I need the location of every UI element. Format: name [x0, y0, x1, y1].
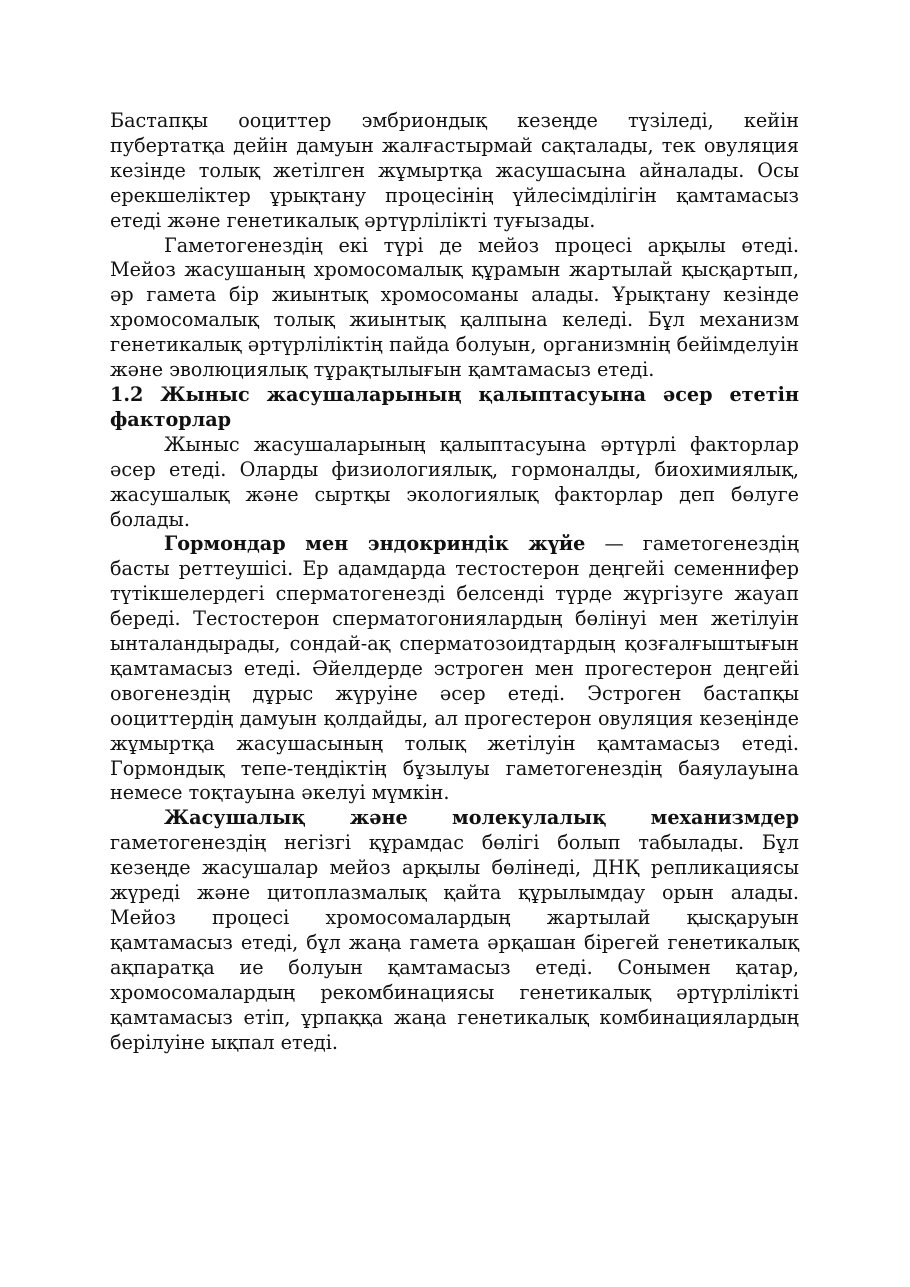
- cellular-lead: Жасушалық және молекулалық механизмдер: [164, 806, 799, 830]
- paragraph-meiosis: Гаметогенездің екі түрі де мейоз процесі арқылы өтеді. Мейоз жасушаның хромосомалық құрамын жартылай қысқартып, әр гамета бір жиынтық хромосоманы алады. Ұрықтану кезінде хромосомалық толық жиынтық қалпына келеді. Бұл механизм генетикалық әртүрліліктің пайда болуын, организмнің бейімделуін және эволюциялық тұрақтылығын қамтамасыз етеді.: [110, 233, 799, 382]
- paragraph-oocytes: Бастапқы ооциттер эмбриондық кезеңде түзіледі, кейін пубертатқа дейін дамуын жалғастырмай сақталады, тек овуляция кезінде толық жетілген жұмыртқа жасушасына айналады. Осы ерекшеліктер ұрықтану процесінің үйлесімділігін қамтамасыз етеді және генетикалық әртүрлілікті туғызады.: [110, 109, 799, 232]
- paragraph-factors-intro: Жыныс жасушаларының қалыптасуына әртүрлі факторлар әсер етеді. Оларды физиологиялық, гормоналды, биохимиялық, жасушалық және сыртқы экологиялық факторлар деп бөлуге болады.: [110, 432, 799, 531]
- document-page: [110, 109, 799, 1055]
- paragraph-hormones: [110, 532, 799, 806]
- hormones-body: — гаметогенездің басты реттеушісі. Ер адамдарда тестостерон деңгейі семеннифер түтікшелердегі сперматогенезді белсенді түрде жүргізуге жауап береді. Тестостерон сперматогониялардың бөлінуі мен жетілуін ынталандырады, сондай-ақ сперматозоидтардың қозғалғыштығын қамтамасыз етеді. Әйелдерде эстроген мен прогестерон деңгейі овогенездің дұрыс жүруіне әсер етеді. Эстроген бастапқы ооциттердің дамуын қолдайды, ал прогестерон овуляция кезеңінде жұмыртқа жасушасының толық жетілуін қамтамасыз етеді. Гормондық тепе-теңдіктің бұзылуы гаметогенездің баяулауына немесе тоқтауына әкелуі мүмкін.: [110, 532, 799, 805]
- hormones-lead: Гормондар мен эндокриндік жүйе: [164, 532, 586, 556]
- cellular-body: гаметогенездің негізгі құрамдас бөлігі болып табылады. Бұл кезеңде жасушалар мейоз арқылы бөлінеді, ДНҚ репликациясы жүреді және цитоплазмалық қайта құрылымдау орын алады. Мейоз процесі хромосомалардың жартылай қысқаруын қамтамасыз етеді, бұл жаңа гамета әрқашан бірегей генетикалық ақпаратқа ие болуын қамтамасыз етеді. Сонымен қатар, хромосомалардың рекомбинациясы генетикалық әртүрлілікті қамтамасыз етіп, ұрпаққа жаңа генетикалық комбинациялардың берілуіне ықпал етеді.: [110, 831, 799, 1054]
- paragraph-cellular: [110, 806, 799, 1055]
- section-heading: 1.2 Жыныс жасушаларының қалыптасуына әсер ететін факторлар: [110, 382, 799, 431]
